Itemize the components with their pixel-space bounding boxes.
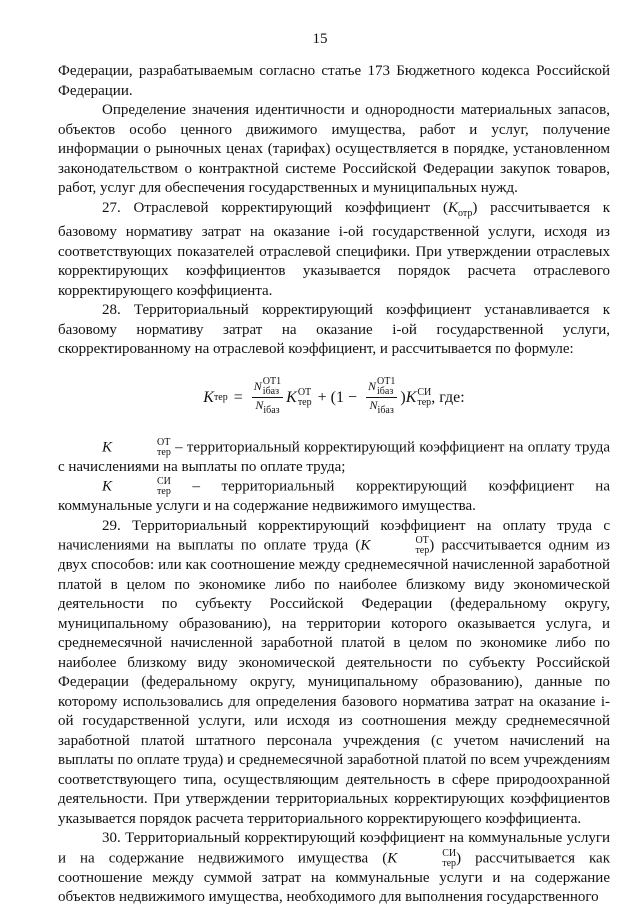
p27-text-after: ) рассчитывается к базовому нормативу затрат на оказание i-ой государственной услуги, исходя из соответствующих показателей отраслевой специфики. При утверждении отраслевых корректирующих коэффициентов указывается порядок расчета отраслевого корректирующего коэффициента. xyxy=(58,199,611,299)
paragraph-30 xyxy=(58,829,610,908)
formula-plus-open: + (1 − xyxy=(317,388,357,406)
formula-where: , где: xyxy=(431,388,465,406)
num1-sub: iбаз xyxy=(262,386,280,397)
fraction-2-numerator xyxy=(366,377,397,398)
p27-text-before: 27. Отраслевой корректирующий коэффициент ( xyxy=(102,199,448,216)
formula-k2-symbol: K xyxy=(405,388,417,406)
num1-indices xyxy=(263,377,281,397)
p29-coef-indices xyxy=(371,536,429,556)
def-si-symbol: K xyxy=(102,478,113,495)
k1-sup: ОТ xyxy=(297,386,312,398)
k2-sup: СИ xyxy=(417,386,432,398)
paragraph-28: 28. Территориальный корректирующий коэффициент устанавливается к базовому нормативу затрат на оказание i-ой государственной услуги, скорректированному на отраслевой коэффициент, и рассчитывается по формуле: xyxy=(58,302,610,357)
formula-k1-symbol: K xyxy=(286,388,297,406)
formula-k1-indices xyxy=(298,388,312,408)
p29-sub: тер xyxy=(415,545,430,556)
num2-symbol: N xyxy=(368,378,377,393)
def-si-sup: СИ xyxy=(157,476,171,487)
den2-symbol: N xyxy=(369,398,378,412)
p30-text-after: ) рассчитывается как соотношение между суммой затрат на коммунальные услуги и на содержание объектов недвижимого имущества, необходимого для выполнения государственного xyxy=(58,849,610,905)
fraction-1-numerator xyxy=(252,377,283,398)
paragraph-27 xyxy=(58,199,610,302)
def-ot-sup: ОТ xyxy=(157,436,171,448)
paragraph-identity: Определение значения идентичности и однородности материальных запасов, объектов особо ценного движимого имущества, работ и услуг, получение информации о рыночных ценах (тарифах) осуществляется в порядке, установленном законодательством о контрактной системе Российской Федерации закупок товаров, работ, услуг для обеспечения государственных и муниципальных нужд. xyxy=(58,102,610,196)
p29-text-before: 29. Территориальный корректирующий коэффициент на оплату труда с начислениями на выплаты по оплате труда ( xyxy=(58,517,610,554)
formula-equals: = xyxy=(233,388,243,406)
num2-sup: ОТ1 xyxy=(377,376,396,387)
p30-text-before: 30. Территориальный корректирующий коэффициент на коммунальные услуги и на содержание недвижимого имущества ( xyxy=(58,830,610,866)
k1-sub: тер xyxy=(297,396,312,408)
num2-indices xyxy=(377,377,395,397)
den1-symbol: N xyxy=(255,398,264,412)
definition-k-ter-ot xyxy=(58,438,610,478)
def-si-text: – территориальный корректирующий коэффициент на коммунальные услуги и на содержание недвижимого имущества. xyxy=(58,478,610,514)
formula-lhs-symbol: K xyxy=(203,388,214,406)
paragraph-29 xyxy=(58,517,610,830)
p29-sup: ОТ xyxy=(415,535,429,546)
page-number: 15 xyxy=(312,31,328,47)
formula-k2-indices xyxy=(417,388,431,408)
def-ot-sub: тер xyxy=(157,446,171,458)
p27-coef-symbol: K xyxy=(447,199,458,216)
fraction-1-denominator xyxy=(253,398,281,418)
p30-coef-symbol: K xyxy=(387,849,398,866)
formula-k-ter xyxy=(58,372,610,424)
paragraph-intro: Федерации, разрабатываемым согласно статье 173 Бюджетного кодекса Российской Федерации. xyxy=(58,63,610,99)
formula-fraction-2 xyxy=(366,377,397,418)
num1-sup: ОТ1 xyxy=(262,376,282,387)
k2-sub: тер xyxy=(417,396,432,408)
formula-close-paren: ) xyxy=(400,388,406,406)
p29-coef-symbol: K xyxy=(360,537,371,554)
p30-sup: СИ xyxy=(442,847,457,859)
def-ot-text: – территориальный корректирующий коэффициент на оплату труда с начислениями на выплаты по оплате труда; xyxy=(58,438,610,475)
page-body xyxy=(58,62,610,908)
def-ot-symbol: K xyxy=(102,438,113,455)
def-ot-indices xyxy=(113,438,171,458)
def-si-sub: тер xyxy=(157,486,171,497)
den1-sub: iбаз xyxy=(263,405,280,416)
formula-lhs-subscript: тер xyxy=(213,391,228,403)
def-si-indices xyxy=(113,477,171,497)
den2-sub: iбаз xyxy=(377,405,394,416)
p27-coef-subscript: отр xyxy=(457,207,473,219)
definition-k-ter-si xyxy=(58,477,610,517)
num2-sub: iбаз xyxy=(377,386,394,397)
p30-coef-indices xyxy=(398,849,456,869)
formula-fraction-1 xyxy=(252,377,283,418)
p29-text-after: ) рассчитывается одним из двух способов: или как соотношение между среднемесячной начисленной заработной платой в целом по экономике либо по наиболее близкому виду экономической деятельности по субъекту Российской Федерации (федеральному округу, муниципальному образованию), на территории которого оказывается услуга, и среднемесячной начисленной заработной платой в целом по экономике либо по наиболее близкому виду экономической деятельности по субъекту Российской Федерации (федеральному округу, муниципальному образованию), данные по которому использовались для определения базового норматива затрат на оказание i-ой государственной услуги, или исходя из соотношения между среднемесячной заработной платой штатного персонала учреждения (с учетом начислений на выплаты по оплате труда) и среднемесячной заработной платой по всем учреждениям соответствующего типа, осуществляющим деятельность в сфере природоохранной деятельности. При утверждении территориальных корректирующих коэффициентов указывается порядок расчета территориального корректирующего коэффициента. xyxy=(58,537,610,827)
num1-symbol: N xyxy=(253,378,262,393)
fraction-2-denominator xyxy=(368,398,396,418)
p30-sub: тер xyxy=(442,857,457,869)
